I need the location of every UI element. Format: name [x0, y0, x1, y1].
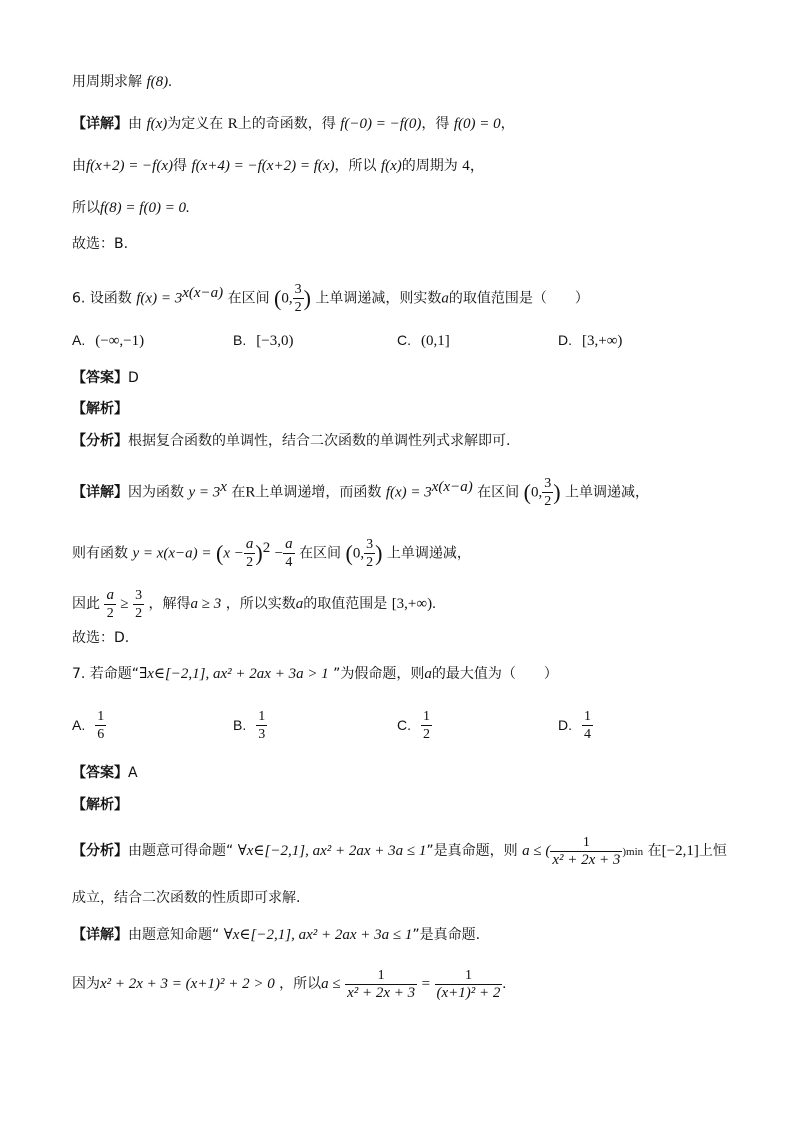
q7-option-c[interactable]: C. $\frac{1}{2}$	[397, 709, 430, 742]
q6-choice: 故选：D.	[72, 630, 130, 646]
q7-analysis-tag: 【解析】	[72, 797, 128, 813]
q7-detail-line2: 因为x² + 2x + 3 = (x+1)² + 2 > 0 ，所以a ≤ $\frac{1}{\text{x² + 2x + 3}}$ = $\frac{1}{\text{(x+1)² + 2}}$ .	[72, 967, 507, 1001]
q7-fenxi-line2: 成立，结合二次函数的性质即可求解.	[72, 890, 301, 906]
q6-answer: 【答案】D	[72, 370, 139, 386]
q6-detail-line3: 因此 $\frac{a}{2}$ ≥ $\frac{3}{2}$ ，解得a ≥ 3 ，所以实数a的取值范围是 [3,+∞).	[72, 586, 436, 621]
text: 用周期求解	[72, 74, 142, 90]
intro-line: 用周期求解 f(8).	[72, 74, 172, 90]
q7-option-b[interactable]: B. $\frac{1}{3}$	[233, 709, 266, 742]
q6-option-c[interactable]: C. (0,1]	[397, 332, 450, 349]
q6-stem: 6. 设函数 $f(x) = 3^{x(x-a)}$ 在区间 (0, $\frac{3}{2}$ ) 上单调递减，则实数a的取值范围是（ ）	[72, 282, 589, 316]
q7-answer: 【答案】A	[72, 765, 138, 781]
q6-option-a[interactable]: A. (−∞,−1)	[72, 332, 145, 349]
q7-option-a[interactable]: A. $\frac{1}{6}$	[72, 709, 105, 742]
q6-detail-line1: 【详解】因为函数 $y = 3^x$ 在R上单调递增，而函数 $f(x) = 3^{x(x-a)}$ 在区间 (0, $\frac{3}{2}$ ) 上单调递减，	[72, 476, 649, 510]
q5-detail-line1: 【详解】由 f(x)为定义在 R上的奇函数，得 f(−0) = −f(0)，得 f(0) = 0，	[72, 116, 515, 132]
q6-detail-line2: 则有函数 y = x(x−a) = (x − $\frac{a}{2}$ )$^2$ − $\frac{a}{4}$ 在区间 (0, $\frac{3}{2}$ ) 上单调递减，	[72, 536, 471, 571]
q6-fenxi: 【分析】根据复合函数的单调性，结合二次函数的单调性列式求解即可.	[72, 433, 511, 449]
q6-analysis-tag: 【解析】	[72, 401, 128, 417]
q7-stem: 7. 若命题“∃x∈[−2,1], ax² + 2ax + 3a > 1 ”为假命题，则a的最大值为（ ）	[72, 666, 558, 682]
q7-fenxi-line1: 【分析】由题意可得命题“ ∀x∈[−2,1], ax² + 2ax + 3a ≤ 1”是真命题，则 a ≤ ( $\frac{1}{\text{x² + 2x + 3}}$ )min 在[−2,1]上恒	[72, 834, 727, 868]
q7-option-d[interactable]: D. $\frac{1}{4}$	[558, 709, 591, 742]
q6-option-b[interactable]: B. [−3,0)	[233, 332, 294, 349]
q5-detail-line2: 由f(x+2) = −f(x)得 f(x+4) = −f(x+2) = f(x)，所以 f(x)的周期为 4，	[72, 158, 485, 174]
math: f(8)	[146, 74, 169, 90]
detail-tag: 【详解】	[72, 116, 128, 132]
q7-detail-line1: 【详解】由题意知命题“ ∀x∈[−2,1], ax² + 2ax + 3a ≤ 1”是真命题.	[72, 927, 481, 943]
q5-detail-line3: 所以f(8) = f(0) = 0.	[72, 200, 190, 216]
q6-option-d[interactable]: D. [3,+∞)	[558, 332, 623, 349]
q5-choice: 故选：B.	[72, 236, 129, 252]
